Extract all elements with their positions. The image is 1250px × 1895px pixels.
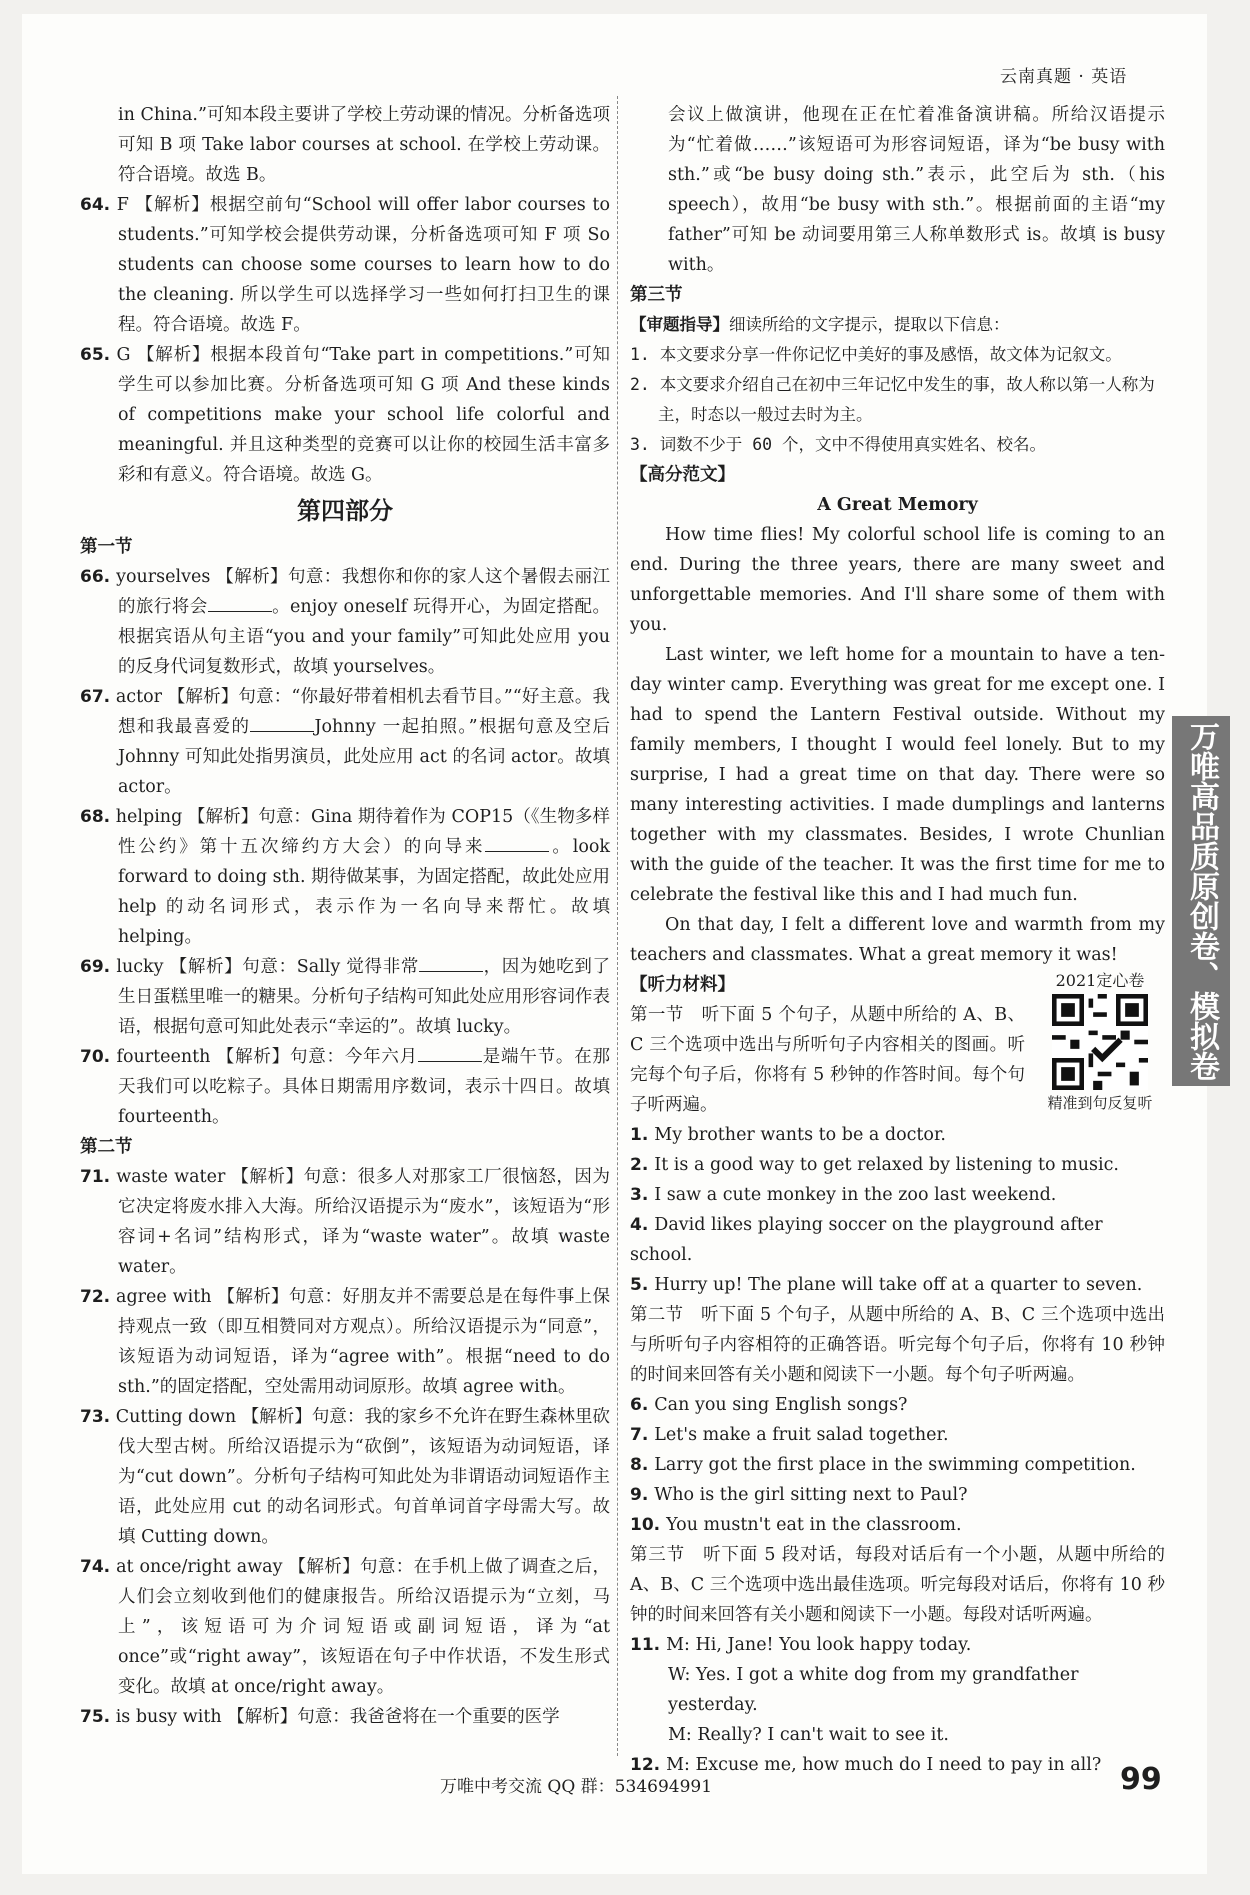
answer-64: 64. F 【解析】根据空前句“School will offer labor courses to students.”可知学校会提供劳动课，分析备选项可知 F 项 So students can choose some courses to learn how to do the cleaning. 所以学生可以选择学习一些如何打扫卫生的课程。符合语境。故选 F。: [80, 195, 610, 335]
essay-paragraph: On that day, I felt a different love and warmth from my teachers and classmates. What a great memory it was!: [630, 915, 1165, 965]
listening-section-two: 第二节 听下面 5 个句子，从题中所给的 A、B、C 三个选项中选出与所听句子内容相符的正确答语。听完每个句子后，你将有 10 秒钟的时间来回答有关小题和阅读下一小题。每个句子听两遍。: [630, 1305, 1165, 1385]
answer-68: 68. helping 【解析】句意：Gina 期待着作为 COP15（《生物多样性公约》第十五次缔约方大会）的向导来 。look forward to doing sth. 期待做某事，为固定搭配，故此处应用 help 的动名词形式，表示作为一名向导来帮忙。故填 helping。: [80, 807, 611, 947]
dialogue-line: W: Yes. I got a white dog from my grandfather yesterday.: [668, 1665, 1079, 1715]
qr-caption: 精准到句反复听: [1047, 1094, 1153, 1112]
essay-paragraph: How time flies! My colorful school life is coming to an end. During the three years, there are many sweet and unforgettable memories. And I'll share some of them with you.: [630, 525, 1165, 635]
listening-sentence: 1. My brother wants to be a doctor.: [630, 1125, 946, 1145]
blank-line: [250, 713, 314, 732]
page-header: 云南真题 · 英语: [1000, 67, 1128, 87]
section-two-heading: 第二节: [80, 1137, 133, 1157]
guide-item: 2. 本文要求介绍自己在初中三年记忆中发生的事，故人称以第一人称为主，时态以一般过去时为主。: [630, 375, 1155, 424]
answer-67: 67. actor 【解析】句意：“你最好带着相机去看节目。”“好主意。我想和我最喜爱的 Johnny 一起拍照。”根据句意及空后 Johnny 可知此处指男演员，此处应用 act 的名词 actor。故填 actor。: [80, 687, 611, 797]
blank-line: [208, 593, 272, 612]
qr-code-icon[interactable]: [1052, 994, 1148, 1090]
blank-line: [419, 953, 483, 972]
part-four-heading: 第四部分: [297, 496, 393, 525]
essay-paragraph: Last winter, we left home for a mountain to have a ten-day winter camp. Everything was great for me except one. I had to spend the Lantern Festival outside. Without my family members, I thought I would feel lonely. But to my surprise, I had a great time on that day. There were so many interesting activities. I made dumplings and lanterns together with my classmates. Besides, I wrote Chunlian with the guide of the teacher. It was the first time for me to celebrate the festival like this and I had much fun.: [630, 645, 1165, 905]
section-three-heading: 第三节: [630, 285, 683, 305]
listening-section-one: 第一节 听下面 5 个句子，从题中所给的 A、B、C 三个选项中选出与所听句子内容相关的图画。听完每个句子后，你将有 5 秒钟的作答时间。每个句子听两遍。: [630, 1005, 1025, 1115]
guide-item: 1. 本文要求分享一件你记忆中美好的事及感悟，故文体为记叙文。: [630, 345, 1122, 364]
dialogue-line: 12. M: Excuse me, how much do I need to pay in all?: [630, 1755, 1102, 1775]
listening-sentence: 4. David likes playing soccer on the playground after school.: [630, 1215, 1103, 1265]
answer-65: 65. G 【解析】根据本段首句“Take part in competitions.”可知学生可以参加比赛。分析备选项可知 G 项 And these kinds of competitions make your school life colorful and meaningful. 并且这种类型的竞赛可以让你的校园生活丰富多彩和有意义。符合语境。故选 G。: [80, 345, 610, 485]
answer-69: 69. lucky 【解析】句意：Sally 觉得非常 ，因为她吃到了生日蛋糕里唯一的糖果。分析句子结构可知此处应用形容词作表语，根据句意可知此处表示“幸运的”。故填 lucky。: [80, 952, 610, 1042]
listening-sentence: 6. Can you sing English songs?: [630, 1395, 908, 1415]
listening-sentence: 5. Hurry up! The plane will take off at a quarter to seven.: [630, 1275, 1143, 1295]
section-one-heading: 第一节: [80, 537, 133, 557]
blank-line: [485, 833, 549, 852]
model-essay-label: 【高分范文】: [630, 465, 735, 485]
answer-63-continued: in China.”可知本段主要讲了学校上劳动课的情况。分析备选项可知 B 项 Take labor courses at school. 在学校上劳动课。符合语境。故选 B。: [118, 105, 610, 185]
dialogue-line: 11. M: Hi, Jane! You look happy today.: [630, 1635, 972, 1655]
page-number: 99: [1120, 1762, 1162, 1797]
listening-sentence: 7. Let's make a fruit salad together.: [630, 1425, 949, 1445]
side-tab: 万唯高品质原创卷、模拟卷: [1172, 716, 1230, 1086]
answer-72: 72. agree with 【解析】句意：好朋友并不需要总是在每件事上保持观点一致（即互相赞同对方观点）。所给汉语提示为“同意”，该短语为动词短语，译为“agree with”。根据“need to do sth.”的固定搭配，空处需用动词原形。故填 agree with。: [80, 1287, 610, 1397]
qr-title: 2021定心卷: [1055, 971, 1145, 990]
listening-sentence: 3. I saw a cute monkey in the zoo last weekend.: [630, 1185, 1057, 1205]
answer-66: 66. yourselves 【解析】句意：我想你和你的家人这个暑假去丽江的旅行将会 。enjoy oneself 玩得开心，为固定搭配。根据宾语从句主语“you and your family”可知此处应用 you 的反身代词复数形式，故填 yourselves。: [80, 567, 610, 677]
answer-71: 71. waste water 【解析】句意：很多人对那家工厂很恼怒，因为它决定将废水排入大海。所给汉语提示为“废水”，该短语为“形容词+名词”结构形式，译为“waste water”。故填 waste water。: [80, 1167, 610, 1277]
right-column: [630, 100, 1165, 1780]
listening-sentence: 10. You mustn't eat in the classroom.: [630, 1515, 962, 1535]
listening-material-label: 【听力材料】: [630, 975, 735, 995]
guide-item: 3. 词数不少于 60 个，文中不得使用真实姓名、校名。: [630, 435, 1047, 454]
writing-guide: 【审题指导】细读所给的文字提示，提取以下信息：: [630, 315, 1010, 334]
answer-74: 74. at once/right away 【解析】句意：在手机上做了调查之后，人们会立刻收到他们的健康报告。所给汉语提示为“立刻，马上”，该短语可为介词短语或副词短语，译为“at once”或“right away”，该短语在句子中作状语，不发生形式变化。故填 at once/right away。: [80, 1557, 610, 1697]
listening-sentence: 8. Larry got the first place in the swimming competition.: [630, 1455, 1136, 1475]
column-divider: [617, 96, 618, 1756]
answer-70: 70. fourteenth 【解析】句意：今年六月 是端午节。在那天我们可以吃粽子。具体日期需用序数词，表示十四日。故填 fourteenth。: [80, 1042, 610, 1132]
left-column: [80, 100, 610, 1732]
answer-73: 73. Cutting down 【解析】句意：我的家乡不允许在野生森林里砍伐大型古树。所给汉语提示为“砍倒”，该短语为动词短语，译为“cut down”。分析句子结构可知此处为非谓语动词短语作主语，此处应用 cut 的动名词形式。句首单词首字母需大写。故填 Cutting down。: [80, 1407, 610, 1547]
qr-code-block[interactable]: [1035, 970, 1165, 1114]
answer-75-continued: 会议上做演讲，他现在正在忙着准备演讲稿。所给汉语提示为“忙着做……”该短语可为形容词短语，译为“be busy with sth.”或“be busy doing sth.”表示，此空后为 sth.（his speech），故用“be busy with sth.”。根据前面的主语“my father”可知 be 动词要用第三人称单数形式 is。故填 is busy with。: [668, 105, 1165, 275]
listening-sentence: 2. It is a good way to get relaxed by listening to music.: [630, 1155, 1119, 1175]
listening-sentence: 9. Who is the girl sitting next to Paul?: [630, 1485, 968, 1505]
blank-line: [418, 1043, 482, 1062]
essay-title: A Great Memory: [817, 495, 978, 515]
answer-75: 75. is busy with 【解析】句意：我爸爸将在一个重要的医学: [80, 1707, 560, 1727]
dialogue-line: M: Really? I can't wait to see it.: [668, 1725, 949, 1745]
footer-qq-group: 万唯中考交流 QQ 群：534694991: [440, 1777, 713, 1797]
listening-section-three: 第三节 听下面 5 段对话，每段对话后有一个小题，从题中所给的 A、B、C 三个选项中选出最佳选项。听完每段对话后，你将有 10 秒钟的时间来回答有关小题和阅读下一小题。每段对话听两遍。: [630, 1545, 1165, 1625]
